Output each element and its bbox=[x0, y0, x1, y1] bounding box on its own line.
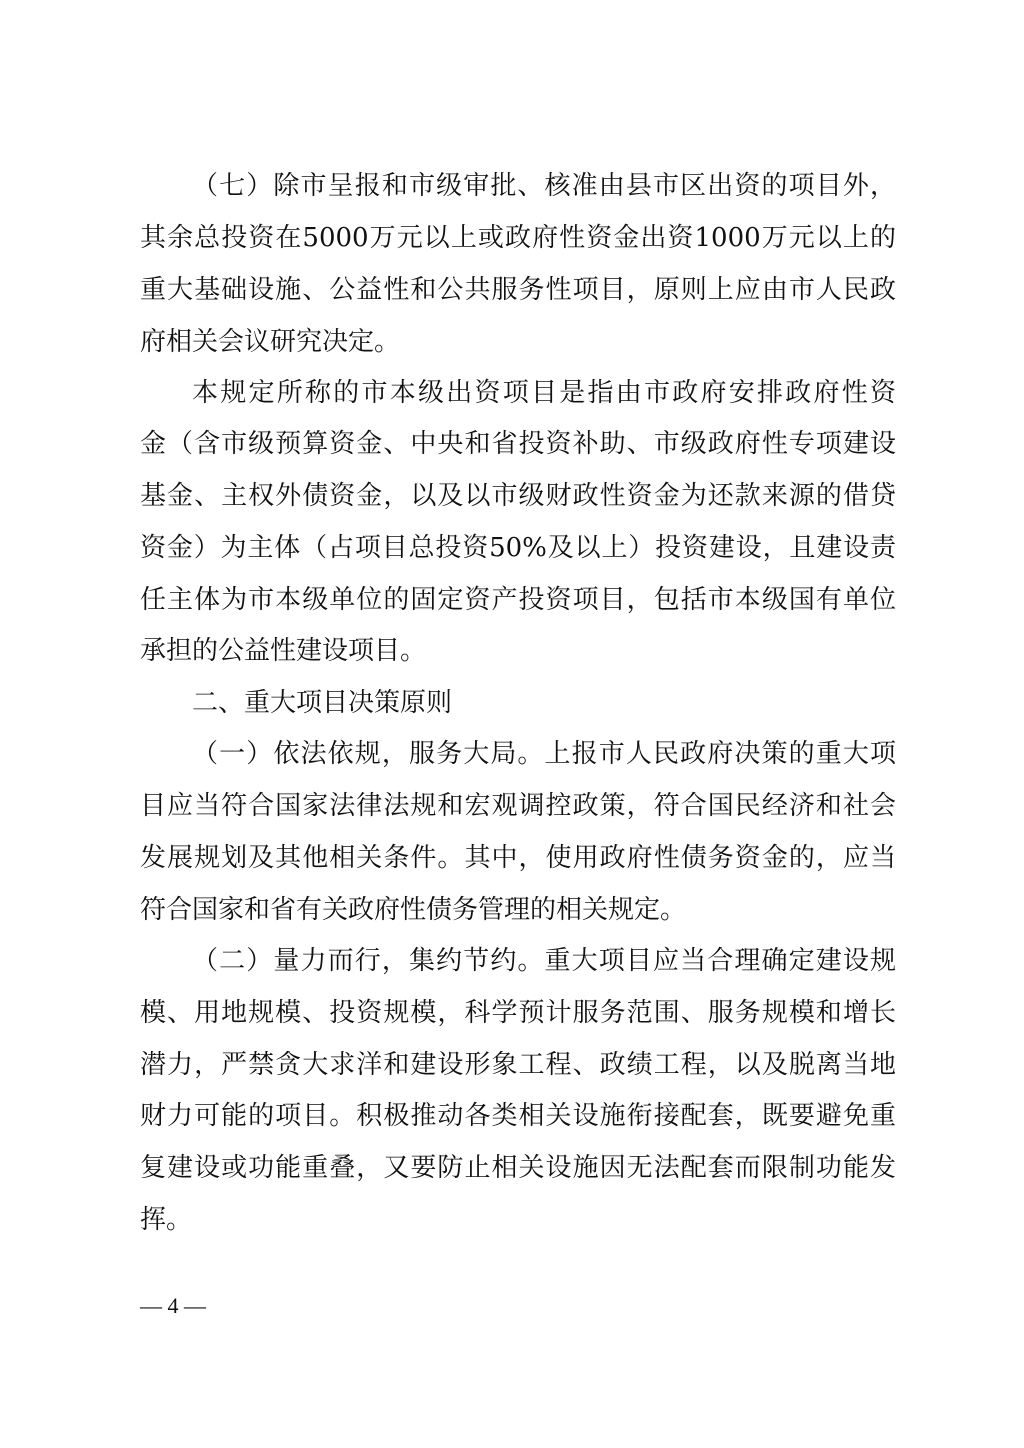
paragraph-line: 资金）为主体（占项目总投资50%及以上）投资建设，且建设责 bbox=[140, 533, 896, 563]
page-number: — 4 — bbox=[140, 1293, 206, 1318]
paragraph-line: 复建设或功能重叠，又要防止相关设施因无法配套而限制功能发 bbox=[140, 1153, 896, 1183]
paragraph-line: （七）除市呈报和市级审批、核准由县市区出资的项目外， bbox=[192, 171, 896, 201]
paragraph-line: 金（含市级预算资金、中央和省投资补助、市级政府性专项建设 bbox=[140, 429, 896, 459]
paragraph-line: 本规定所称的市本级出资项目是指由市政府安排政府性资 bbox=[192, 378, 896, 408]
paragraph-line: 府相关会议研究决定。 bbox=[140, 327, 401, 357]
paragraph-line: 重大基础设施、公益性和公共服务性项目，原则上应由市人民政 bbox=[140, 275, 896, 305]
paragraph-line: 承担的公益性建设项目。 bbox=[140, 636, 427, 666]
paragraph-line: 潜力，严禁贪大求洋和建设形象工程、政绩工程，以及脱离当地 bbox=[140, 1050, 896, 1080]
paragraph-line: 财力可能的项目。积极推动各类相关设施衔接配套，既要避免重 bbox=[140, 1101, 896, 1131]
paragraph-line: 目应当符合国家法律法规和宏观调控政策，符合国民经济和社会 bbox=[140, 791, 896, 821]
section-heading: 二、重大项目决策原则 bbox=[192, 688, 453, 718]
paragraph-line: （二）量力而行，集约节约。重大项目应当合理确定建设规 bbox=[192, 946, 896, 976]
paragraph-line: 任主体为市本级单位的固定资产投资项目，包括市本级国有单位 bbox=[140, 585, 896, 615]
paragraph-line: 符合国家和省有关政府性债务管理的相关规定。 bbox=[140, 895, 687, 925]
paragraph-line: 基金、主权外债资金，以及以市级财政性资金为还款来源的借贷 bbox=[140, 481, 896, 511]
paragraph-line: 模、用地规模、投资规模，科学预计服务范围、服务规模和增长 bbox=[140, 998, 896, 1028]
paragraph-line: 挥。 bbox=[140, 1205, 193, 1235]
paragraph-line: （一）依法依规，服务大局。上报市人民政府决策的重大项 bbox=[192, 739, 896, 769]
paragraph-line: 其余总投资在5000万元以上或政府性资金出资1000万元以上的 bbox=[140, 223, 896, 253]
paragraph-line: 发展规划及其他相关条件。其中，使用政府性债务资金的，应当 bbox=[140, 843, 896, 873]
